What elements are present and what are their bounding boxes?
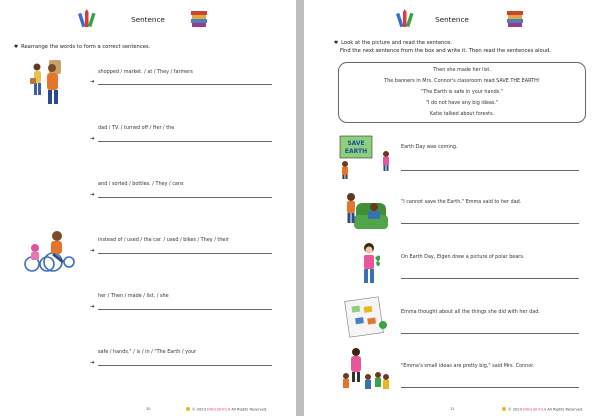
answer-line[interactable] [401,223,579,224]
page-title: Sentence [435,15,469,24]
instruction: ♥ Rearrange the words to form a correct sentences. [14,44,151,50]
cycling-family-illustration [21,224,75,274]
save-earth-banner-illustration [336,134,394,180]
box-sentence: Katie talked about forests. [429,111,495,117]
answer-line[interactable] [401,387,579,388]
page-number: 10 [146,407,151,411]
teacher-children-illustration [340,344,392,396]
box-sentence: The banners in Mrs. Connor's classroom read SAVE THE EARTH! [384,78,540,84]
sentence-item: Emma thought about all the things she did with her dad. [401,309,579,315]
rearrange-item: her / Then / made / list. / she ➜ [90,293,272,299]
arrow-icon: ➜ [90,360,95,366]
arrow-icon: ➜ [90,79,95,85]
box-sentence: "The Earth is safe in your hands." [420,89,504,95]
answer-line[interactable] [98,141,272,142]
rearrange-item: dad / TV. / turned off / Her / the ➜ [90,125,272,131]
box-sentence: "I do not have any big ideas." [425,100,499,106]
sentence-item: "I cannot save the Earth," Emma said to her dad. [401,199,579,205]
worksheet-page-right [304,0,600,416]
page-title: Sentence [131,15,165,24]
dad-armchair-illustration [340,185,390,235]
page-number: 11 [450,407,455,411]
answer-line[interactable] [98,84,272,85]
answer-line[interactable] [98,253,272,254]
answer-line[interactable] [98,309,272,310]
answer-line[interactable] [98,365,272,366]
paper-list-illustration [339,295,391,341]
logo-icon [186,407,190,411]
rearrange-item: shopped / market. / at / They / farmers ➜ [90,69,272,75]
instruction: ♥ Look at the picture and read the sentence. [334,40,453,46]
worksheet-page-left [0,0,296,416]
banner-text: EARTH [344,148,368,155]
copyright-footer: © 2023 ENGLISHOLA All Rights Reserved. [502,407,583,412]
instruction-detail: Find the next sentence from the box and write it. Then read the sentences aloud. [340,48,551,54]
logo-icon [502,407,506,411]
answer-line[interactable] [401,278,579,279]
books-icon [506,9,524,29]
rearrange-item: and / sorted / bottles. / They / cans ➜ [90,181,272,187]
page-header [304,9,600,31]
heart-bullet-icon: ♥ [334,41,339,46]
sentence-item: On Earth Day, Elgen drew a picture of polar bears. [401,254,579,260]
sentence-item: "Emma's small ideas are pretty big," said Mrs. Connor. [401,363,579,369]
rearrange-item: instead of / used / the car. / used / bikes / They / their ➜ [90,237,272,243]
rearrange-item: safe / hands." / is / in / "The Earth / your ➜ [90,349,272,355]
banner-text: SAVE [347,140,365,147]
arrow-icon: ➜ [90,136,95,142]
arrow-icon: ➜ [90,304,95,310]
answer-line[interactable] [98,197,272,198]
box-sentence: Then she made her list. [433,67,491,73]
arrow-icon: ➜ [90,248,95,254]
books-icon [190,9,208,29]
arrow-icon: ➜ [90,192,95,198]
sentence-item: Earth Day was coming. [401,144,579,150]
answer-line[interactable] [401,170,579,171]
answer-line[interactable] [401,333,579,334]
copyright-footer: © 2023 ENGLISHOLA All Rights Reserved. [186,407,267,412]
girl-with-plant-illustration [354,240,384,290]
page-header [0,9,296,31]
shopping-family-illustration [28,54,68,106]
sentence-box [338,62,586,123]
heart-bullet-icon: ♥ [14,45,19,50]
